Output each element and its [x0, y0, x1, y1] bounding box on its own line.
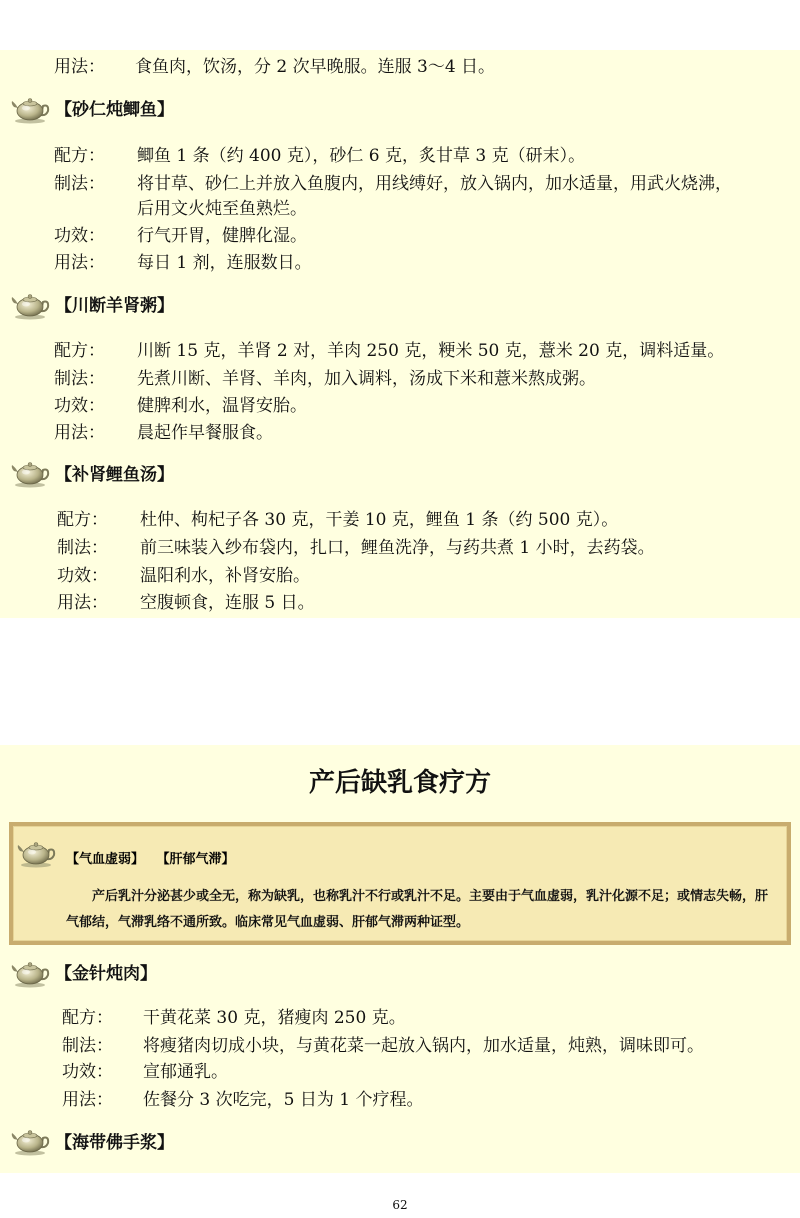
row-text: 行气开胃，健脾化湿。	[137, 226, 307, 246]
recipe-title: 【川断羊肾粥】	[55, 296, 174, 316]
teapot-icon	[10, 290, 50, 320]
row-label: 用法：	[54, 57, 105, 77]
row-label: 制法：	[54, 174, 105, 194]
row-text: 晨起作早餐服食。	[137, 423, 273, 443]
teapot-icon	[10, 958, 50, 988]
row-text: 空腹顿食，连服 5 日。	[140, 593, 315, 613]
row-text: 每日 1 剂，连服数日。	[137, 253, 312, 273]
row-text: 干黄花菜 30 克，猪瘦肉 250 克。	[143, 1008, 406, 1028]
row-text: 先煮川断、羊肾、羊肉，加入调料，汤成下米和薏米熬成粥。	[137, 369, 596, 389]
row-text: 川断 15 克，羊肾 2 对，羊肉 250 克，粳米 50 克，薏米 20 克，调料适量。	[137, 341, 725, 361]
teapot-icon	[10, 94, 50, 124]
row-label: 用法：	[57, 593, 108, 613]
teapot-icon	[10, 1126, 50, 1156]
teapot-icon	[16, 838, 56, 868]
recipe-title: 【金针炖肉】	[55, 964, 157, 984]
row-label: 用法：	[54, 423, 105, 443]
row-label: 制法：	[62, 1036, 113, 1056]
row-label: 功效：	[54, 226, 105, 246]
row-text: 佐餐分 3 次吃完，5 日为 1 个疗程。	[143, 1090, 424, 1110]
intro-tags	[66, 848, 243, 867]
row-label: 功效：	[54, 396, 105, 416]
row-label: 功效：	[62, 1062, 113, 1082]
row-text: 后用文火炖至鱼熟烂。	[137, 199, 307, 219]
recipe-title: 【海带佛手浆】	[55, 1133, 174, 1153]
tag-qixue: 【气血虚弱】	[66, 852, 145, 867]
row-text: 宣郁通乳。	[143, 1062, 228, 1082]
row-text: 鲫鱼 1 条（约 400 克），砂仁 6 克，炙甘草 3 克（研末）。	[137, 146, 586, 166]
teapot-icon	[10, 458, 50, 488]
row-label: 制法：	[57, 538, 108, 558]
page-number: 62	[392, 1198, 408, 1212]
content-panel-top	[0, 50, 800, 618]
intro-text: 产后乳汁分泌甚少或全无，称为缺乳，也称乳汁不行或乳汁不足。主要由于气血虚弱，乳汁化源不足；或情志失畅，肝气郁结，气滞乳络不通所致。临床常见气血虚弱、肝郁气滞两种证型。	[66, 889, 769, 930]
recipe-title: 【砂仁炖鲫鱼】	[55, 100, 174, 120]
row-label: 制法：	[54, 369, 105, 389]
row-label: 配方：	[54, 146, 105, 166]
row-label: 用法：	[54, 253, 105, 273]
row-label: 配方：	[57, 510, 108, 530]
section-title: 产后缺乳食疗方	[308, 768, 491, 798]
row-text: 将瘦猪肉切成小块，与黄花菜一起放入锅内，加水适量，炖熟，调味即可。	[143, 1036, 704, 1056]
row-label: 配方：	[54, 341, 105, 361]
recipe-title: 【补肾鲤鱼汤】	[55, 465, 174, 485]
row-text: 前三味装入纱布袋内，扎口，鲤鱼洗净，与药共煮 1 小时，去药袋。	[140, 538, 655, 558]
row-text: 杜仲、枸杞子各 30 克，干姜 10 克，鲤鱼 1 条（约 500 克）。	[140, 510, 619, 530]
row-text: 将甘草、砂仁上并放入鱼腹内，用线缚好，放入锅内，加水适量，用武火烧沸，	[137, 174, 732, 194]
row-text: 温阳利水，补肾安胎。	[140, 566, 310, 586]
row-text: 食鱼肉，饮汤，分 2 次早晚服。连服 3～4 日。	[135, 57, 496, 77]
row-label: 功效：	[57, 566, 108, 586]
row-label: 配方：	[62, 1008, 113, 1028]
tag-ganyu: 【肝郁气滞】	[156, 852, 235, 867]
row-label: 用法：	[62, 1090, 113, 1110]
row-text: 健脾利水，温肾安胎。	[137, 396, 307, 416]
